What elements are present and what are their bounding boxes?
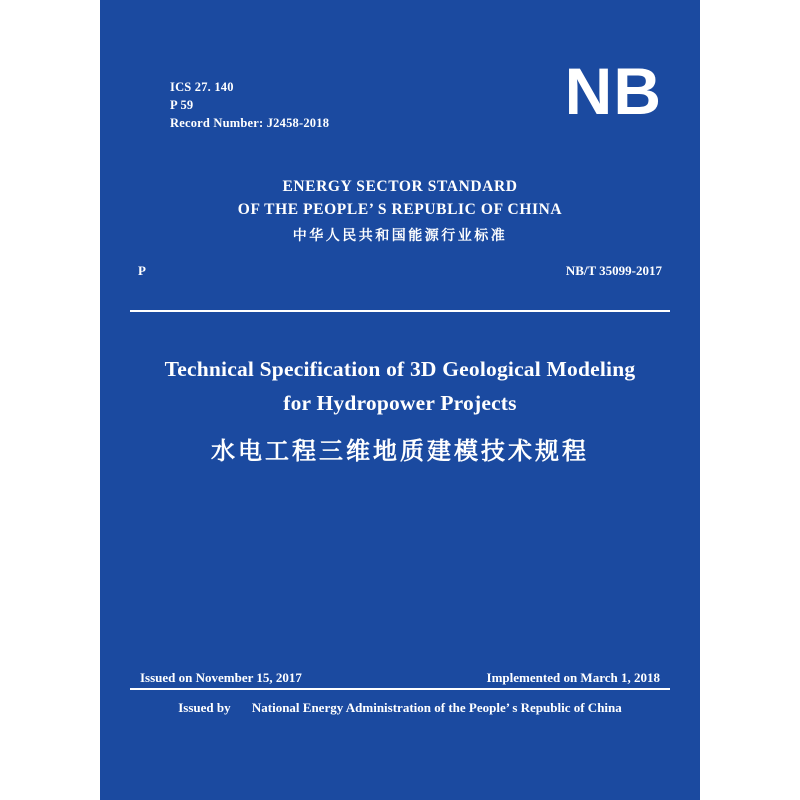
title-english-line-2: for Hydropower Projects <box>283 391 517 415</box>
standard-number: NB/T 35099-2017 <box>565 263 662 278</box>
standard-cover <box>100 0 700 800</box>
record-number: Record Number: J2458-2018 <box>170 116 330 130</box>
title-block <box>140 352 660 468</box>
dates-row <box>140 670 660 686</box>
standard-heading <box>100 175 700 249</box>
code-row <box>138 263 662 279</box>
nb-logo: NB <box>564 54 662 128</box>
issuer-name: National Energy Administration of the People’ s Republic of China <box>251 700 622 715</box>
classification-letter: P <box>138 263 146 278</box>
standard-heading-line-1: ENERGY SECTOR STANDARD <box>282 178 518 195</box>
ics-number: ICS 27. 140 <box>170 80 234 94</box>
divider-bottom <box>130 688 670 690</box>
title-english-line-1: Technical Specification of 3D Geological Modeling <box>164 357 636 381</box>
classification-code: P 59 <box>170 98 194 112</box>
issuer-row <box>100 700 700 716</box>
issued-date: Issued on November 15, 2017 <box>140 670 302 685</box>
cover-meta-block <box>170 78 329 132</box>
divider-top <box>130 310 670 312</box>
standard-heading-chinese: 中华人民共和国能源行业标准 <box>292 228 508 244</box>
implemented-date: Implemented on March 1, 2018 <box>486 670 660 685</box>
title-chinese: 水电工程三维地质建模技术规程 <box>211 437 589 465</box>
issued-by-label: Issued by <box>178 700 231 715</box>
standard-heading-line-2: OF THE PEOPLE’ S REPUBLIC OF CHINA <box>237 201 563 218</box>
